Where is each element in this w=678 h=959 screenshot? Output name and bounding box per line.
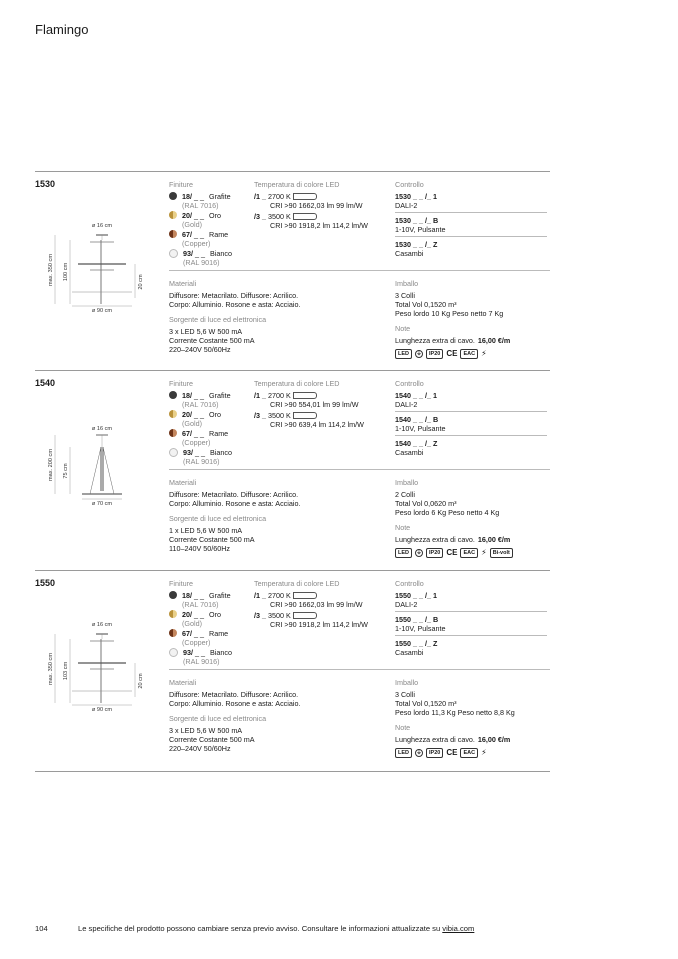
temp-code-value: /1 xyxy=(254,391,260,400)
kelvin-value: 2700 K xyxy=(268,591,291,600)
temperature-label: Temperatura di colore LED xyxy=(254,379,340,388)
source-line: 220–240V 50/60Hz xyxy=(169,345,231,354)
finish-text xyxy=(182,391,231,409)
finish-line xyxy=(182,192,231,201)
temp-code-value: /3 xyxy=(254,212,260,221)
packaging-line: Total Vol 0,1520 m³ xyxy=(395,300,457,309)
finish-option xyxy=(169,192,232,210)
materials xyxy=(169,678,369,753)
control-option xyxy=(395,240,547,260)
temp-code-blank: _ xyxy=(260,411,266,420)
materials-line: Corpo: Alluminio. Rosone e asta: Acciaio. xyxy=(169,499,301,508)
controls xyxy=(395,579,547,662)
packaging-line: Peso lordo 6 Kg Peso netto 4 Kg xyxy=(395,508,500,517)
packaging-line: Peso lordo 11,3 Kg Peso netto 8,8 Kg xyxy=(395,708,515,717)
shade-line xyxy=(103,447,114,494)
cri-line: CRI >90 1662,03 lm 99 lm/W xyxy=(270,201,363,210)
finish-name: Grafite xyxy=(209,192,231,201)
finish-line xyxy=(182,211,221,220)
finish-code: 18/ xyxy=(182,192,192,201)
packaging-line: 3 Colli xyxy=(395,291,415,300)
finish-swatch xyxy=(169,230,177,238)
finish-code: 18/ xyxy=(182,391,192,400)
source-line: Corrente Costante 500 mA xyxy=(169,336,255,345)
source-line: Corrente Costante 500 mA xyxy=(169,735,255,744)
finish-option xyxy=(169,410,232,428)
temperature xyxy=(254,180,394,232)
page-title: Flamingo xyxy=(35,22,89,37)
temp-kelvin xyxy=(268,611,394,620)
note-price: 16,00 €/m xyxy=(477,535,511,544)
temp-code-blank: _ xyxy=(260,391,266,400)
control-code: 1550 _ _ /_ Z xyxy=(395,639,438,648)
finish-blank: _ _ xyxy=(193,249,205,258)
finishes-label: Finiture xyxy=(169,180,193,189)
finish-name: Oro xyxy=(209,610,221,619)
ce-icon: CE xyxy=(446,548,458,557)
note-line xyxy=(395,336,555,345)
kelvin-value: 2700 K xyxy=(268,391,291,400)
control-code: 1540 _ _ /_ B xyxy=(395,415,439,424)
finish-code: 67/ xyxy=(182,230,192,239)
note-text: Lunghezza extra di cavo. xyxy=(395,535,475,544)
temp-code-value: /1 xyxy=(254,192,260,201)
temp-code xyxy=(254,391,266,400)
cri-line: CRI >90 554,01 lm 99 lm/W xyxy=(270,400,359,409)
finish-option xyxy=(169,249,232,267)
controls-label: Controllo xyxy=(395,579,424,588)
finish-text xyxy=(182,429,228,447)
finish-option xyxy=(169,591,232,609)
dim-diameter: ø 90 cm xyxy=(91,707,113,713)
temp-kelvin xyxy=(268,591,394,600)
source-label: Sorgente di luce ed elettronica xyxy=(169,315,267,324)
finishes xyxy=(169,379,232,467)
finish-swatch xyxy=(169,591,177,599)
finish-option xyxy=(169,610,232,628)
ce-icon: CE xyxy=(446,349,458,358)
product-section-1530 xyxy=(35,171,550,371)
finish-option xyxy=(169,211,232,229)
packaging-line: Peso lordo 10 Kg Peso netto 7 Kg xyxy=(395,309,504,318)
control-option xyxy=(395,639,547,659)
finish-name: Grafite xyxy=(209,391,231,400)
finish-code: 18/ xyxy=(182,591,192,600)
dim-height: 100 cm xyxy=(63,262,69,282)
cct-bar xyxy=(293,193,317,200)
temperature xyxy=(254,379,394,431)
finish-code: 67/ xyxy=(182,629,192,638)
control-option xyxy=(395,391,547,412)
cri-line: CRI >90 639,4 lm 114,2 lm/W xyxy=(270,420,364,429)
led-icon: LED xyxy=(395,748,412,758)
finish-sub: (Gold) xyxy=(182,220,202,229)
temperature-option xyxy=(254,611,394,629)
control-desc: DALI-2 xyxy=(395,400,418,409)
ce-icon: CE xyxy=(446,748,458,757)
eac-icon: EAC xyxy=(460,349,478,359)
packaging-line: Total Vol 0,1520 m³ xyxy=(395,699,457,708)
temperature-label: Temperatura di colore LED xyxy=(254,180,340,189)
finish-name: Oro xyxy=(209,410,221,419)
temp-code-blank: _ xyxy=(260,611,266,620)
finishes xyxy=(169,180,232,268)
finish-code: 93/ xyxy=(183,648,193,657)
product-code: 1530 xyxy=(35,179,56,189)
dim-max: max. 350 cm xyxy=(48,253,54,287)
temp-code xyxy=(254,411,266,420)
packaging xyxy=(395,478,555,558)
source-line: Corrente Costante 500 mA xyxy=(169,535,255,544)
control-code: 1540 _ _ /_ 1 xyxy=(395,391,437,400)
finish-line xyxy=(182,410,221,419)
source-line: 3 x LED 5,6 W 500 mA xyxy=(169,726,243,735)
finish-swatch xyxy=(169,410,177,418)
led-icon: LED xyxy=(395,548,412,558)
led-icon: LED xyxy=(395,349,412,359)
temp-code-blank: _ xyxy=(260,212,266,221)
materials-label: Materiali xyxy=(169,478,197,487)
control-option xyxy=(395,615,547,636)
temp-code xyxy=(254,212,266,221)
dim-diameter: ø 70 cm xyxy=(91,501,113,507)
temp-kelvin xyxy=(268,411,394,420)
materials-line: Diffusore: Metacrilato. Diffusore: Acrilico. xyxy=(169,690,299,699)
cct-bar xyxy=(293,392,317,399)
controls-label: Controllo xyxy=(395,379,424,388)
finish-line xyxy=(183,249,232,258)
finish-name: Rame xyxy=(209,429,229,438)
note-text: Lunghezza extra di cavo. xyxy=(395,735,475,744)
temperature-option xyxy=(254,212,394,230)
finishes-label: Finiture xyxy=(169,579,193,588)
control-desc: Casambi xyxy=(395,648,424,657)
materials-label: Materiali xyxy=(169,678,197,687)
source-label: Sorgente di luce ed elettronica xyxy=(169,714,267,723)
note-line xyxy=(395,535,555,544)
finish-text xyxy=(182,230,228,248)
temperature-option xyxy=(254,391,394,409)
finish-blank: _ _ xyxy=(192,410,204,419)
bivolt-icon: Bi-volt xyxy=(490,548,513,558)
finish-blank: _ _ xyxy=(192,591,204,600)
finish-line xyxy=(183,448,232,457)
control-code: 1530 _ _ /_ B xyxy=(395,216,439,225)
temperature xyxy=(254,579,394,631)
dim-max: max. 200 cm xyxy=(48,448,54,482)
dim-canopy: ø 16 cm xyxy=(91,622,113,628)
source-label: Sorgente di luce ed elettronica xyxy=(169,514,267,523)
dim-height: 75 cm xyxy=(63,463,69,479)
note-price: 16,00 €/m xyxy=(477,336,511,345)
finish-blank: _ _ xyxy=(192,629,204,638)
kelvin-value: 2700 K xyxy=(268,192,291,201)
finish-option xyxy=(169,629,232,647)
finish-swatch xyxy=(169,629,177,637)
dim-side: 20 cm xyxy=(138,274,144,290)
control-option xyxy=(395,591,547,612)
packaging-label: Imballo xyxy=(395,478,419,487)
temp-code-blank: _ xyxy=(260,591,266,600)
finish-sub: (Copper) xyxy=(182,438,211,447)
control-desc: Casambi xyxy=(395,448,424,457)
finish-text xyxy=(182,629,228,647)
control-desc: DALI-2 xyxy=(395,201,418,210)
source-line: 3 x LED 5,6 W 500 mA xyxy=(169,327,243,336)
note-label: Note xyxy=(395,723,411,732)
materials-line: Diffusore: Metacrilato. Diffusore: Acrilico. xyxy=(169,291,299,300)
finish-option xyxy=(169,230,232,248)
finish-blank: _ _ xyxy=(193,448,205,457)
finish-name: Oro xyxy=(209,211,221,220)
dim-canopy: ø 16 cm xyxy=(91,426,113,432)
dim-max: max. 350 cm xyxy=(48,652,54,686)
ground-icon: ⏚ xyxy=(416,750,422,756)
finish-swatch xyxy=(169,211,177,219)
cert-icons xyxy=(395,748,555,758)
controls xyxy=(395,180,547,263)
dimmable-icon: ⚡ xyxy=(481,548,487,557)
finish-option xyxy=(169,448,232,466)
finish-sub: (Gold) xyxy=(182,619,202,628)
control-option xyxy=(395,216,547,237)
temperature-label: Temperatura di colore LED xyxy=(254,579,340,588)
finish-code: 20/ xyxy=(182,211,192,220)
end-divider xyxy=(35,771,550,772)
cri-line: CRI >90 1918,2 lm 114,2 lm/W xyxy=(270,221,368,230)
finish-text xyxy=(183,249,232,267)
control-option xyxy=(395,439,547,459)
materials-line: Corpo: Alluminio. Rosone e asta: Acciaio. xyxy=(169,699,301,708)
finish-text xyxy=(182,610,221,628)
footer-text xyxy=(78,924,474,933)
cct-bar xyxy=(293,412,317,419)
finish-name: Bianco xyxy=(210,249,232,258)
finish-blank: _ _ xyxy=(192,192,204,201)
footer-link[interactable]: vibia.com xyxy=(442,924,475,933)
finish-blank: _ _ xyxy=(192,391,204,400)
ground-icon: ⏚ xyxy=(416,351,422,357)
finish-name: Bianco xyxy=(210,648,232,657)
control-option xyxy=(395,192,547,213)
temp-code xyxy=(254,192,266,201)
cct-bar xyxy=(293,612,317,619)
note-line xyxy=(395,735,555,744)
dim-height: 103 cm xyxy=(63,661,69,681)
packaging-label: Imballo xyxy=(395,279,419,288)
shade-line xyxy=(90,447,101,494)
product-drawing xyxy=(35,371,165,551)
product-drawing xyxy=(35,571,165,751)
cct-bar xyxy=(293,592,317,599)
packaging xyxy=(395,678,555,758)
finish-text xyxy=(182,211,221,229)
control-desc: DALI-2 xyxy=(395,600,418,609)
packaging-label: Imballo xyxy=(395,678,419,687)
control-code: 1540 _ _ /_ Z xyxy=(395,439,438,448)
eac-icon: EAC xyxy=(460,548,478,558)
finish-blank: _ _ xyxy=(192,610,204,619)
materials-label: Materiali xyxy=(169,279,197,288)
temp-code-value: /3 xyxy=(254,411,260,420)
product-code: 1550 xyxy=(35,578,56,588)
finish-sub: (Copper) xyxy=(182,638,211,647)
finish-sub: (RAL 7016) xyxy=(182,600,219,609)
finish-code: 20/ xyxy=(182,410,192,419)
control-code: 1530 _ _ /_ 1 xyxy=(395,192,437,201)
product-section-1550 xyxy=(35,570,550,770)
finish-sub: (RAL 7016) xyxy=(182,400,219,409)
finish-blank: _ _ xyxy=(193,648,205,657)
footer-note: Le specifiche del prodotto possono cambiare senza previo avviso. Consultare le informazioni attualizzate su xyxy=(78,924,443,933)
temp-kelvin xyxy=(268,391,394,400)
section-divider xyxy=(169,469,550,470)
packaging-line: 2 Colli xyxy=(395,490,415,499)
finish-swatch xyxy=(169,648,178,657)
finish-swatch xyxy=(169,391,177,399)
source-line: 1 x LED 5,6 W 500 mA xyxy=(169,526,243,535)
finishes-label: Finiture xyxy=(169,379,193,388)
control-code: 1550 _ _ /_ B xyxy=(395,615,439,624)
packaging-line: Total Vol 0,0620 m³ xyxy=(395,499,457,508)
kelvin-value: 3500 K xyxy=(268,212,291,221)
packaging-line: 3 Colli xyxy=(395,690,415,699)
controls-label: Controllo xyxy=(395,180,424,189)
dim-side: 20 cm xyxy=(138,673,144,689)
finish-line xyxy=(182,629,228,638)
finish-name: Grafite xyxy=(209,591,231,600)
temp-code xyxy=(254,611,266,620)
product-section-1540 xyxy=(35,370,550,570)
finish-swatch xyxy=(169,249,178,258)
finish-text xyxy=(182,192,231,210)
temperature-option xyxy=(254,591,394,609)
control-code: 1550 _ _ /_ 1 xyxy=(395,591,437,600)
note-price: 16,00 €/m xyxy=(477,735,511,744)
temperature-option xyxy=(254,411,394,429)
page-number: 104 xyxy=(35,924,48,933)
packaging xyxy=(395,279,555,359)
cert-icons xyxy=(395,349,555,359)
finish-code: 67/ xyxy=(182,429,192,438)
note-text: Lunghezza extra di cavo. xyxy=(395,336,475,345)
finish-sub: (Gold) xyxy=(182,419,202,428)
finish-swatch xyxy=(169,192,177,200)
cct-bar xyxy=(293,213,317,220)
materials-line: Corpo: Alluminio. Rosone e asta: Acciaio. xyxy=(169,300,301,309)
finish-line xyxy=(182,391,231,400)
finish-line xyxy=(182,429,228,438)
cri-line: CRI >90 1662,03 lm 99 lm/W xyxy=(270,600,363,609)
finish-sub: (RAL 7016) xyxy=(182,201,219,210)
finish-text xyxy=(182,410,221,428)
control-desc: Casambi xyxy=(395,249,424,258)
note-label: Note xyxy=(395,523,411,532)
source-line: 220–240V 50/60Hz xyxy=(169,744,231,753)
finish-name: Rame xyxy=(209,629,229,638)
ip20-icon: IP20 xyxy=(426,748,443,758)
control-option xyxy=(395,415,547,436)
control-desc: 1-10V, Pulsante xyxy=(395,225,446,234)
section-divider xyxy=(169,270,550,271)
finish-line xyxy=(182,230,228,239)
ground-icon: ⏚ xyxy=(416,550,422,556)
source-line: 110–240V 50/60Hz xyxy=(169,544,231,553)
temp-code-blank: _ xyxy=(260,192,266,201)
finish-sub: (RAL 9016) xyxy=(183,457,220,466)
finish-name: Rame xyxy=(209,230,229,239)
finish-swatch xyxy=(169,429,177,437)
finish-sub: (RAL 9016) xyxy=(183,657,220,666)
finishes xyxy=(169,579,232,667)
product-code: 1540 xyxy=(35,378,56,388)
finish-blank: _ _ xyxy=(192,211,204,220)
finish-sub: (Copper) xyxy=(182,239,211,248)
temp-kelvin xyxy=(268,212,394,221)
control-desc: 1-10V, Pulsante xyxy=(395,424,446,433)
finish-swatch xyxy=(169,448,178,457)
dimmable-icon: ⚡ xyxy=(481,349,487,358)
finish-name: Bianco xyxy=(210,448,232,457)
temp-code-value: /1 xyxy=(254,591,260,600)
dim-canopy: ø 16 cm xyxy=(91,223,113,229)
finish-line xyxy=(183,648,232,657)
finish-code: 20/ xyxy=(182,610,192,619)
cri-line: CRI >90 1918,2 lm 114,2 lm/W xyxy=(270,620,368,629)
finish-line xyxy=(182,591,231,600)
finish-text xyxy=(183,448,232,466)
eac-icon: EAC xyxy=(460,748,478,758)
temp-kelvin xyxy=(268,192,394,201)
finish-code: 93/ xyxy=(183,448,193,457)
finish-option xyxy=(169,391,232,409)
cert-icons xyxy=(395,548,555,558)
ip20-icon: IP20 xyxy=(426,349,443,359)
temperature-option xyxy=(254,192,394,210)
finish-text xyxy=(182,591,231,609)
temp-code xyxy=(254,591,266,600)
dim-diameter: ø 90 cm xyxy=(91,308,113,314)
control-desc: 1-10V, Pulsante xyxy=(395,624,446,633)
kelvin-value: 3500 K xyxy=(268,411,291,420)
control-code: 1530 _ _ /_ Z xyxy=(395,240,438,249)
ip20-icon: IP20 xyxy=(426,548,443,558)
finish-option xyxy=(169,429,232,447)
finish-swatch xyxy=(169,610,177,618)
materials xyxy=(169,279,369,354)
materials xyxy=(169,478,369,553)
product-drawing xyxy=(35,172,165,352)
controls xyxy=(395,379,547,462)
section-divider xyxy=(169,669,550,670)
temp-code-value: /3 xyxy=(254,611,260,620)
finish-code: 93/ xyxy=(183,249,193,258)
finish-blank: _ _ xyxy=(192,429,204,438)
finish-text xyxy=(183,648,232,666)
finish-blank: _ _ xyxy=(192,230,204,239)
finish-line xyxy=(182,610,221,619)
kelvin-value: 3500 K xyxy=(268,611,291,620)
materials-line: Diffusore: Metacrilato. Diffusore: Acrilico. xyxy=(169,490,299,499)
finish-option xyxy=(169,648,232,666)
note-label: Note xyxy=(395,324,411,333)
finish-sub: (RAL 9016) xyxy=(183,258,220,267)
dimmable-icon: ⚡ xyxy=(481,748,487,757)
